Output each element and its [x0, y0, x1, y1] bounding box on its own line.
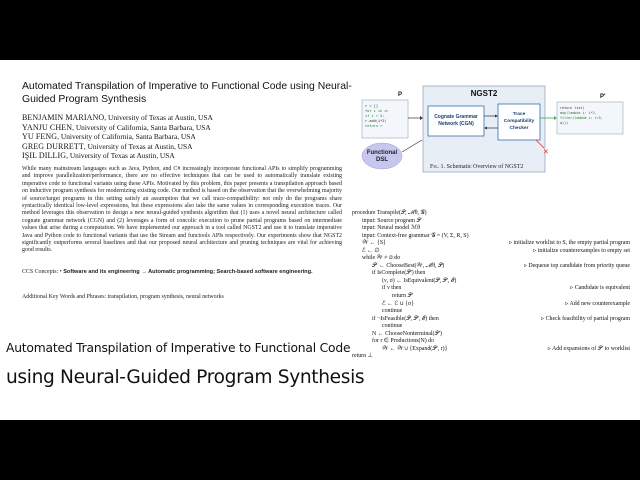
algo-code: 𝒫′ ← ChooseBest(𝒲, ℳθ, 𝒫) [372, 262, 445, 269]
algo-comment: ▹ Candidate is equivalent [570, 285, 630, 292]
algo-code: while 𝒲 ≠ ∅ do [362, 255, 401, 262]
caption-text: Schematic Overview of NGST2 [445, 164, 524, 170]
algo-line [352, 338, 630, 346]
author-affiliation: , University of Texas at Austin, USA [83, 141, 193, 151]
algo-comment: ▹ initialize worklist to S, the empty partial program [509, 240, 630, 247]
source-code-line: if i > 5: [365, 114, 385, 118]
keywords: Additional Key Words and Phrases: transpilation, program synthesis, neural networks [22, 294, 224, 300]
ngst2-title: NGST2 [470, 89, 498, 98]
algo-code: input: Neural model ℳθ [362, 225, 421, 232]
algo-line [352, 270, 630, 278]
author-affiliation: , University of Texas at Austin, USA [66, 151, 175, 161]
author-entry [22, 113, 352, 123]
paper-title: Automated Transpilation of Imperative to Functional Code using Neural-Guided Program Synthesis [22, 81, 352, 105]
author-entry [22, 123, 352, 133]
author-affiliation: , University of California, Santa Barbara, USA [72, 122, 211, 132]
author-entry [22, 132, 352, 142]
dsl-arrow [402, 140, 422, 152]
algo-code: ℰ ← ℰ ∪ {σ} [382, 300, 415, 307]
algo-code: 𝒲 ← {S} [362, 240, 386, 247]
author-list [22, 113, 352, 161]
algo-code: return 𝒫′ [392, 293, 414, 300]
target-code-line: filter(lambda i: i>5, [560, 116, 603, 120]
algo-comment: ▹ Check feasibility of partial program [541, 315, 630, 322]
ccs-terms: Software and its engineering → Automatic programming; Search-based software engineering. [63, 269, 313, 275]
dsl-label-line: DSL [376, 157, 388, 163]
algo-code: ℰ ← ∅ [362, 247, 380, 254]
ccs-concepts [22, 269, 342, 276]
cgn-label-line: Network (CGN) [438, 121, 474, 127]
algo-line [352, 323, 630, 331]
target-code-line: map(lambda i: i*2, [560, 111, 597, 115]
algo-comment: ▹ Add new counterexample [565, 300, 630, 307]
target-code-line: a))) [560, 121, 569, 125]
author-name: BENJAMIN MARIANO [22, 113, 105, 122]
overlay-title-line-1: Automated Transpilation of Imperative to Functional Code [6, 341, 351, 355]
algo-code: 𝒲 ← 𝒲 ∪ {Expand(𝒫′, r)} [382, 345, 448, 352]
algo-line [352, 346, 630, 354]
cgn-label-line: Cognate Grammar [434, 114, 478, 120]
checker-label-line: Checker [509, 126, 529, 131]
algo-line [352, 218, 630, 226]
target-program-label: P′ [600, 94, 606, 100]
checker-label-line: Compatibility [503, 119, 535, 124]
algo-line [352, 353, 630, 361]
input-arrowhead [420, 116, 423, 120]
algo-comment: ▹ Dequeue top candidate from priority queue [523, 262, 630, 269]
algo-line [352, 233, 630, 241]
algorithm-block [352, 210, 630, 361]
author-name: YU FENG [22, 132, 58, 142]
algo-line [352, 316, 630, 324]
algo-line [352, 285, 630, 293]
figure-caption [430, 164, 523, 170]
dsl-label-line: Functional [366, 150, 398, 156]
source-code-line: return r [365, 124, 383, 128]
algo-code: input: Context-free grammar 𝒢 = (V, Σ, R, S) [362, 232, 469, 239]
algo-code: if ν then [382, 285, 402, 292]
success-arrowhead [554, 116, 557, 120]
algo-code: if ¬IsFeasible(𝒫, 𝒫′, ℰ) then [372, 315, 439, 322]
algo-code: if IsComplete(𝒫′) then [372, 270, 426, 277]
author-name: IŞIL DILLIG [22, 151, 67, 161]
author-affiliation: , University of Texas at Austin, USA [104, 113, 213, 122]
algo-line [352, 240, 630, 248]
author-name: GREG DURRETT [22, 141, 84, 151]
author-entry [22, 151, 352, 161]
algo-code: N ← ChooseNonterminal(𝒫′) [372, 330, 442, 337]
paper-page [0, 60, 640, 420]
algo-code: continue [382, 323, 403, 330]
target-code-line: return list( [560, 106, 585, 110]
reject-x-icon: ✕ [543, 148, 549, 156]
overlay-title-line-2: using Neural-Guided Program Synthesis [6, 367, 365, 388]
algo-line [352, 225, 630, 233]
source-code-line: r.add(i*2) [365, 119, 387, 123]
algo-code: input: Source program 𝒫 [362, 217, 421, 224]
algo-line [352, 210, 630, 218]
algo-code: return ⊥ [352, 353, 373, 360]
algo-code: continue [382, 308, 403, 315]
algo-comment: ▹ initialize counterexamples to empty set [533, 247, 630, 254]
algo-code: for r ∈ Productions(N) do [372, 338, 435, 345]
author-name: YANJU CHEN [22, 122, 73, 132]
source-code-line: r = [] [365, 104, 378, 108]
algo-line [352, 293, 630, 301]
functional-dsl-cloud [362, 143, 402, 169]
algo-line [352, 301, 630, 309]
schematic-figure [360, 82, 625, 202]
caption-label: Fig. 1. [430, 164, 446, 170]
ccs-prefix: CCS Concepts: • [22, 269, 64, 275]
source-code-line: for i in a: [365, 109, 389, 113]
algo-code: procedure Transpile(𝒫, ℳθ, 𝒢) [352, 210, 427, 216]
algo-comment: ▹ Add expansions of 𝒫′ to worklist [547, 345, 630, 352]
algo-line [352, 308, 630, 316]
abstract: While many mainstream languages such as Java, Python, and C# increasingly incorporate functional APIs to simplify programming and improve parallelization/performance, there are no effective techniques that can be used to automatically translate existing imperative code to functional variants using these APIs. Motivated by this problem, this paper presents a transpilation approach based on inductive program synthesis for modernizing existing code. Our method is based on the observation that the overwhelming majority of source/target programs in this setting satisfy an assumption that we call trace-compatibility: not only do the programs share syntactically identical low-level expressions, but these expressions also take the same values in corresponding execution traces. Our method leverages this observation to design a new neural-guided synthesis algorithm that (1) uses a novel neural architecture called cognate grammar network (CGN) and (2) leverages a form of concolic execution to prune partial programs based on intermediate values that arise during a computation. We have implemented our approach in a tool called NGST2 and use it to translate imperative Java and Python code to functional variants that use the Stream and functools APIs respectively. Our experiments show that NGST2 significantly outperforms several baselines and that our proposed neural architecture and pruning techniques are vital for achieving good results. [22, 166, 342, 254]
algo-line [352, 255, 630, 263]
author-affiliation: , University of California, Santa Barbara, USA [57, 132, 196, 142]
source-program-label: P [398, 92, 403, 98]
algo-code: (ν, σ) ← IsEquivalent(𝒫, 𝒫′, ℰ) [382, 277, 457, 284]
author-entry [22, 142, 352, 152]
checker-label-line: Trace [512, 112, 526, 117]
